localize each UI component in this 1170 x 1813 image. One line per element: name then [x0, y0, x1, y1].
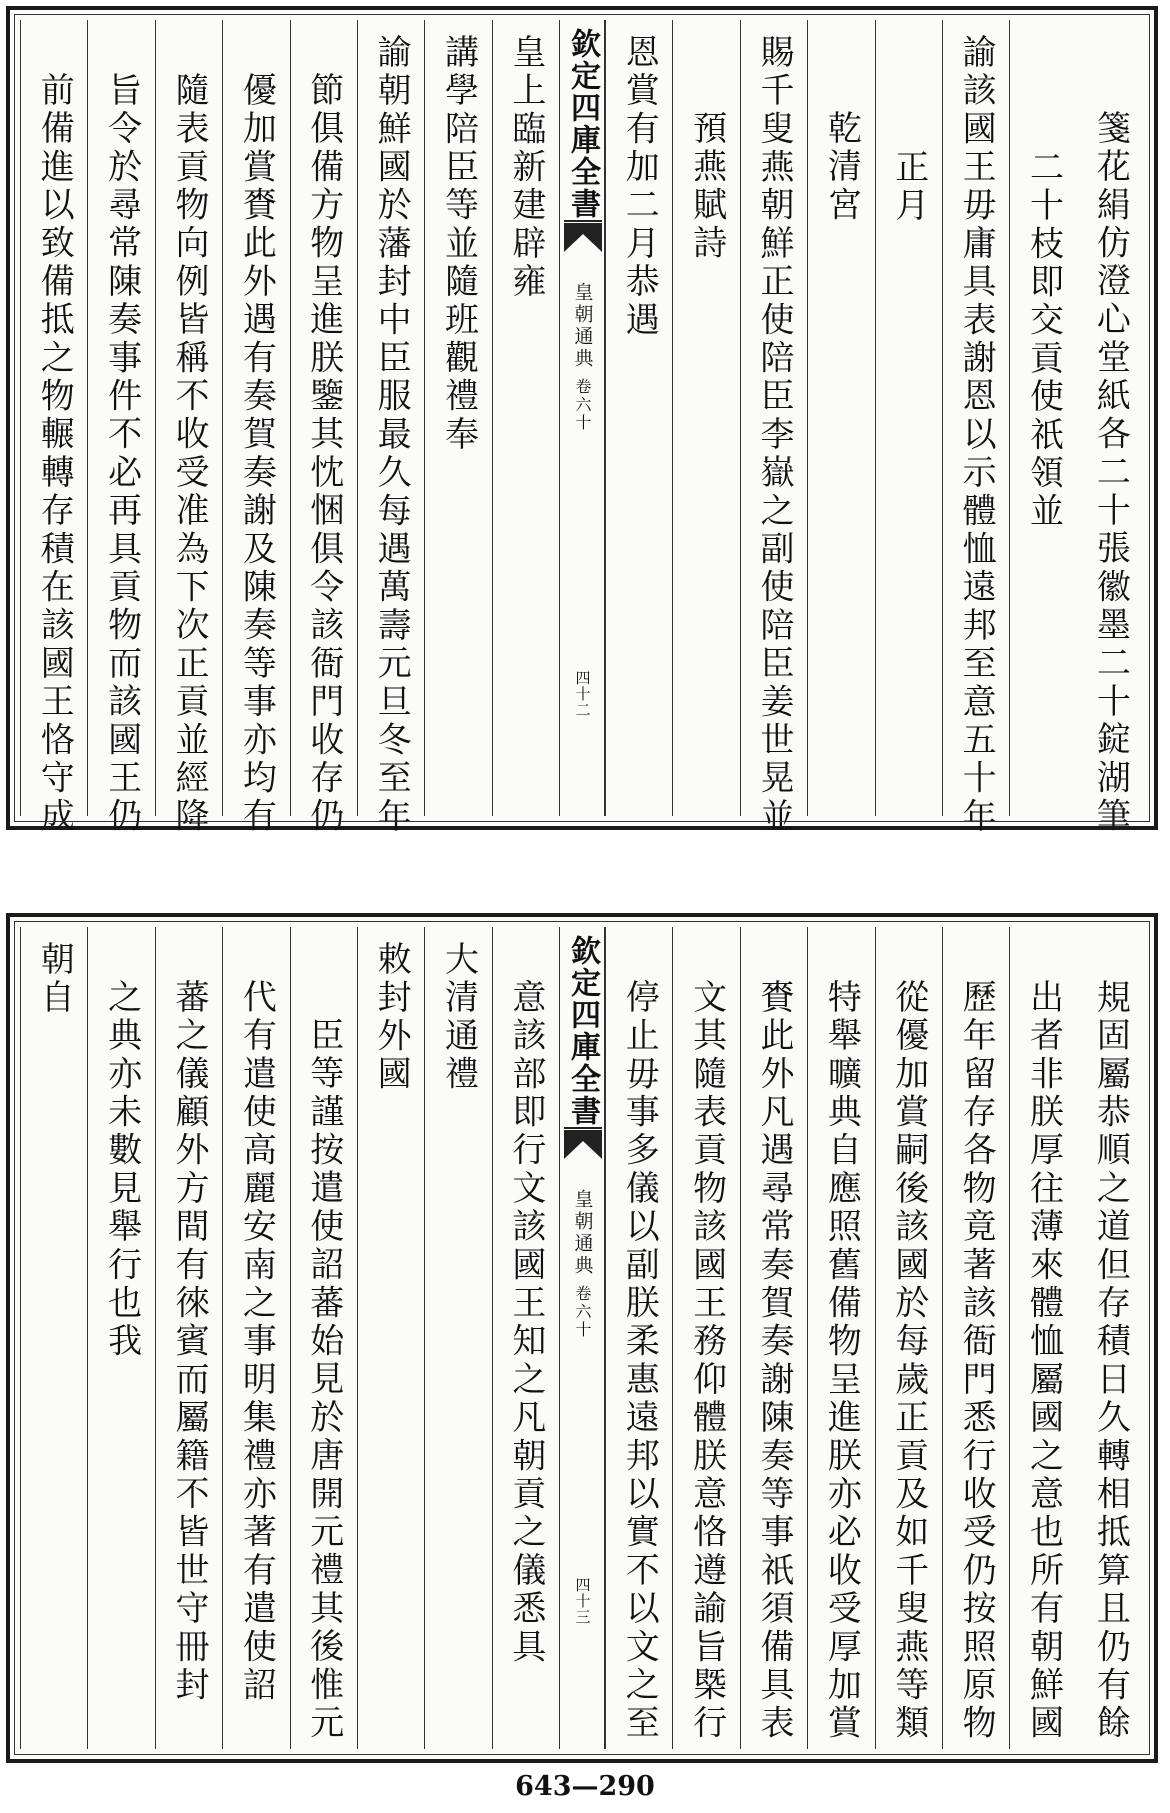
- text-column: [875, 20, 942, 816]
- text-column: [357, 927, 424, 1749]
- text-column: [20, 927, 87, 1749]
- running-head-volume: 卷六十: [573, 378, 592, 432]
- column-text: 講學陪臣等並隨班觀禮奉: [438, 34, 479, 455]
- column-text: 意該部即行文該國王知之凡朝貢之儀悉具: [505, 979, 546, 1667]
- column-text: 停止毋事多儀以副朕柔惠遠邦以實不以文之至: [619, 979, 660, 1744]
- fish-tail-ornament-icon: [564, 220, 602, 254]
- bottom-page-leaf: [6, 913, 1158, 1763]
- running-head-title: 欽定四庫全書: [565, 935, 600, 1127]
- column-text: 文其隨表貢物該國王務仰體朕意恪遵諭旨槩行: [686, 979, 727, 1744]
- column-text: 預燕賦詩: [686, 110, 727, 264]
- running-head-book: 皇朝通典: [571, 282, 594, 370]
- center-gutter: [559, 20, 605, 816]
- text-column: [290, 20, 357, 837]
- column-text: 出者非朕厚往薄來體恤屬國之意也所有朝鮮國: [1023, 979, 1064, 1744]
- column-text: 歷年留存各物竟著該衙門悉行收受仍按照原物: [956, 979, 997, 1744]
- text-column: [290, 927, 357, 1749]
- column-text: 臣等謹按遣使詔蕃始見於唐開元禮其後惟元: [303, 1017, 344, 1744]
- text-column: [424, 927, 491, 1749]
- text-column: [672, 20, 739, 816]
- text-column: [1077, 20, 1144, 837]
- text-column: [424, 20, 491, 816]
- text-column: [492, 927, 559, 1749]
- top-page-leaf: [6, 6, 1158, 837]
- column-text: 特舉曠典自應照舊備物呈進朕亦必收受厚加賞: [821, 979, 862, 1744]
- column-text: 乾清宮: [821, 110, 862, 225]
- text-column: [1009, 927, 1076, 1749]
- column-text: 隨表貢物向例皆稱不收受准為下次正貢並經降: [168, 72, 209, 837]
- running-head-volume: 卷六十: [573, 1285, 592, 1339]
- text-column: [672, 927, 739, 1749]
- text-column: [222, 20, 289, 837]
- column-text: 朝自: [34, 941, 75, 1018]
- column-text: 賚此外凡遇尋常奏賀奏謝陳奏等事祇須備具表: [753, 979, 794, 1744]
- column-text: 皇上臨新建辟雍: [505, 34, 546, 302]
- column-text: 蕃之儀顧外方間有徠賓而屬籍不皆世守冊封: [168, 979, 209, 1705]
- text-column: [740, 20, 807, 837]
- folio-number: 四十三: [573, 1577, 592, 1625]
- column-text: 節俱備方物呈進朕鑒其忱悃俱令該衙門收存仍: [303, 72, 344, 837]
- column-text: 之典亦未數見舉行也我: [101, 979, 142, 1362]
- column-text: 前備進以致備抵之物輾轉存積在該國王恪守成: [34, 72, 75, 837]
- column-text: 箋花絹仿澄心堂紙各二十張徽墨二十錠湖筆: [1090, 110, 1131, 837]
- text-column: [605, 20, 672, 816]
- text-column: [1077, 927, 1144, 1749]
- text-column: [20, 20, 87, 837]
- column-text: 賜千叟燕朝鮮正使陪臣李嶽之副使陪臣姜世晃並: [753, 34, 794, 837]
- text-column: [87, 20, 154, 837]
- text-column: [87, 927, 154, 1749]
- column-text: 正月: [888, 148, 929, 225]
- text-column: [222, 927, 289, 1749]
- column-text: 從優加賞嗣後該國於每歲正貢及如千叟燕等類: [888, 979, 929, 1744]
- center-gutter: [559, 927, 605, 1749]
- column-text: 規固屬恭順之道但存積日久轉相抵算且仍有餘: [1090, 979, 1131, 1744]
- text-column: [740, 927, 807, 1749]
- folio-number: 四十二: [573, 670, 592, 718]
- column-text: 諭朝鮮國於藩封中臣服最久每遇萬壽元旦冬至年: [371, 34, 412, 837]
- column-text: 優加賞賚此外遇有奏賀奏謝及陳奏等事亦均有: [236, 72, 277, 837]
- column-text: 大清通禮: [438, 941, 479, 1094]
- text-column: [155, 927, 222, 1749]
- column-text: 旨令於尋常陳奏事件不必再具貢物而該國王仍: [101, 72, 142, 837]
- column-text: 恩賞有加二月恭遇: [619, 34, 660, 340]
- text-column: [492, 20, 559, 816]
- text-column: [807, 20, 874, 816]
- text-column: [942, 927, 1009, 1749]
- column-text: 二十枝即交貢使祇領並: [1023, 148, 1064, 531]
- text-column: [155, 20, 222, 837]
- page-number: 643—290: [515, 1771, 655, 1802]
- text-column: [357, 20, 424, 837]
- column-text: 諭該國王毋庸具表謝恩以示體恤遠邦至意五十年: [956, 34, 997, 837]
- text-column: [605, 927, 672, 1749]
- running-head-title: 欽定四庫全書: [565, 28, 600, 220]
- text-column: [1009, 20, 1076, 816]
- fish-tail-ornament-icon: [564, 1127, 602, 1161]
- running-head-book: 皇朝通典: [571, 1189, 594, 1277]
- column-text: 代有遣使高麗安南之事明集禮亦著有遣使詔: [236, 979, 277, 1705]
- text-column: [942, 20, 1009, 837]
- text-column: [875, 927, 942, 1749]
- text-column: [807, 927, 874, 1749]
- column-text: 敕封外國: [371, 941, 412, 1094]
